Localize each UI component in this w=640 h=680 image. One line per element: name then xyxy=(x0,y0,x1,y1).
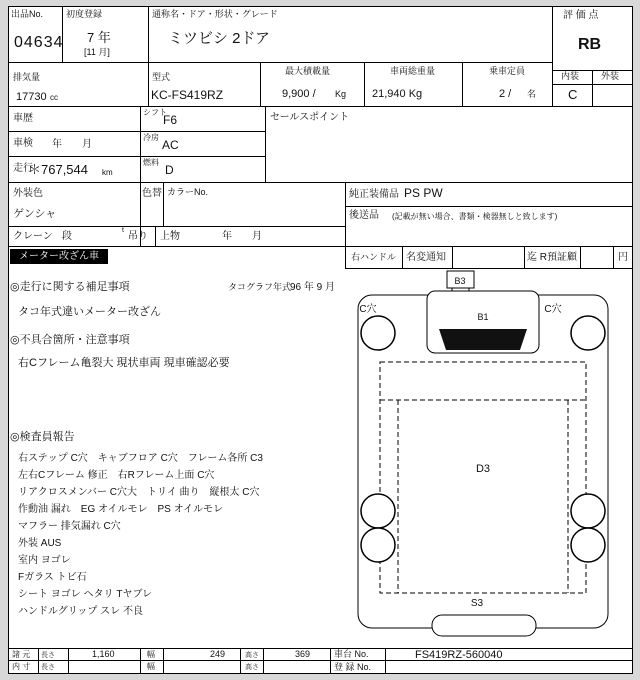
displacement-unit: cc xyxy=(50,93,58,102)
sales-point-label: セールスポイント xyxy=(270,112,350,123)
later-items-note: (記載が無い場合、書類・検器無しと致します) xyxy=(392,212,558,221)
crane-step-label: 段 xyxy=(62,231,72,242)
exterior-color-value: ゲンシャ xyxy=(13,208,57,220)
rear-wheel-right-1 xyxy=(571,494,605,528)
divider xyxy=(462,62,463,106)
inspection-value: 年 月 xyxy=(52,139,92,150)
displacement-label: 排気量 xyxy=(13,72,41,82)
fuel-value: D xyxy=(165,163,174,177)
tachograph-label: タコグラフ年式 xyxy=(228,282,292,292)
crane-label: クレーン xyxy=(13,231,53,242)
rating-value: RB xyxy=(578,36,602,53)
divider xyxy=(263,648,264,673)
defect-line: 右Cフレーム亀裂大 現状車両 現車確認必要 xyxy=(18,357,230,369)
later-items-label: 後送品 xyxy=(349,210,379,221)
rear-bumper-outline xyxy=(432,615,536,636)
crane-ton-label: t xyxy=(122,227,124,234)
rear-wheel-left-1 xyxy=(361,494,395,528)
rating-label: 評 価 点 xyxy=(563,10,599,21)
inspector-report-line: 外装 AUS xyxy=(18,538,62,549)
inspector-report-line: ハンドルグリップ スレ 不良 xyxy=(18,606,143,617)
max-load-label: 最大積載量 xyxy=(285,66,331,76)
width-label: 幅 xyxy=(147,650,155,659)
divider xyxy=(155,226,156,246)
spec-length-value: 1,160 xyxy=(92,649,115,659)
rear-scratch-label: S3 xyxy=(470,598,484,609)
inspector-report-line: 左右Cフレーム 修正 右Rフレーム上面 C穴 xyxy=(18,470,215,481)
color-change-label: 色替 xyxy=(142,188,162,199)
divider xyxy=(8,131,265,132)
exterior-label: 外装 xyxy=(601,71,620,81)
model-code-value: KC-FS419RZ xyxy=(151,88,224,102)
divider xyxy=(552,84,632,85)
body-type-label: 上物 xyxy=(160,231,180,242)
fuel-label: 燃料 xyxy=(143,158,159,167)
divider xyxy=(364,62,365,106)
inspector-report-line: リアクロスメンバー C穴大 トリイ 曲り 縦根太 C穴 xyxy=(18,487,260,498)
model-name-label: 通称名・ドア・形状・グレード xyxy=(152,9,278,19)
exhibit-no-value: 04634 xyxy=(14,34,64,51)
crane-hang-label: 吊り xyxy=(128,231,148,242)
divider xyxy=(8,660,632,661)
first-registration-month: [11 月] xyxy=(84,47,110,57)
shift-value: F6 xyxy=(163,113,178,127)
divider xyxy=(345,206,632,207)
inspector-report-title: ◎検査員報告 xyxy=(10,431,75,443)
mileage-note-title: ◎走行に関する補足事項 xyxy=(10,281,130,293)
divider xyxy=(38,648,39,673)
name-change-label: 名変通知 xyxy=(406,252,446,263)
corrosion-hole-label-right: C穴 xyxy=(544,304,562,315)
divider xyxy=(68,648,69,673)
inspector-report-line: シート ヨゴレ ヘタリ Tヤブレ xyxy=(18,589,153,600)
rear-wheel-left-2 xyxy=(361,528,395,562)
divider xyxy=(163,648,164,673)
interior-label: 内装 xyxy=(561,71,580,81)
inspector-report-line: 右ステップ C穴 キャブフロア C穴 フレーム各所 C3 xyxy=(18,453,263,464)
width-label: 幅 xyxy=(147,662,155,671)
rear-wheel-right-2 xyxy=(571,528,605,562)
height-label: 高さ xyxy=(245,652,259,659)
model-name-value: ミツビシ 2ドア xyxy=(168,30,271,47)
body-type-value: 年 月 xyxy=(222,231,262,242)
truck-damage-diagram xyxy=(340,262,632,648)
capacity-label: 乗車定員 xyxy=(489,66,526,76)
divider xyxy=(8,156,265,157)
history-label: 車歴 xyxy=(13,113,33,124)
front-wheel-right xyxy=(571,316,605,350)
chassis-no-value: FS419RZ-560040 xyxy=(415,649,503,661)
divider xyxy=(592,70,593,106)
length-label: 長さ xyxy=(41,652,55,659)
cab-marker-label: B1 xyxy=(477,312,489,322)
mileage-label: 走行 xyxy=(13,163,33,174)
max-load-unit: Kg xyxy=(335,89,347,99)
exhibit-no-label: 出品No. xyxy=(11,9,44,19)
ac-value: AC xyxy=(162,138,179,152)
yen-label: 円 xyxy=(618,252,628,263)
inspector-report-line: マフラー 排気漏れ C穴 xyxy=(18,521,121,532)
corrosion-hole-label-left: C穴 xyxy=(359,304,377,315)
spec-row-label: 諸 元 xyxy=(12,650,31,659)
height-label: 高さ xyxy=(245,664,259,671)
gross-weight-label: 車両総重量 xyxy=(390,66,436,76)
first-registration-label: 初度登録 xyxy=(66,9,103,19)
divider xyxy=(148,6,149,106)
ac-label: 冷房 xyxy=(143,133,159,142)
exterior-color-label: 外装色 xyxy=(13,188,43,199)
capacity-unit: 名 xyxy=(527,89,537,99)
shift-label: シフト xyxy=(143,108,167,117)
divider xyxy=(163,182,164,226)
tachograph-value: 96 年 9 月 xyxy=(290,282,336,293)
divider xyxy=(140,106,141,246)
mileage-note-line: タコ年式違いメーター改ざん xyxy=(18,306,161,318)
bed-dent-label: D3 xyxy=(475,463,491,475)
mileage-unit: km xyxy=(102,168,113,177)
divider xyxy=(552,6,553,106)
divider xyxy=(260,62,261,106)
deposit-label: 迄 R預証顧 xyxy=(527,252,577,263)
equipment-value: PS PW xyxy=(404,186,443,200)
divider xyxy=(8,246,632,247)
divider xyxy=(385,648,386,673)
equipment-label: 純正装備品 xyxy=(349,189,399,200)
inner-row-label: 内 寸 xyxy=(12,662,31,671)
displacement-value: 17730 xyxy=(16,91,47,103)
color-no-label: カラーNo. xyxy=(167,187,209,197)
interior-grade-value: C xyxy=(568,87,578,102)
chassis-no-label: 車台 No. xyxy=(334,649,369,659)
roof-marker-label: B3 xyxy=(454,276,466,286)
spec-width-value: 249 xyxy=(210,649,226,659)
inspector-report-line: 室内 ヨゴレ xyxy=(18,555,71,566)
gross-weight-value: 21,940 Kg xyxy=(372,88,423,100)
mileage-value: ＊767,544 xyxy=(28,162,88,177)
divider xyxy=(265,106,266,182)
divider xyxy=(240,648,241,673)
divider xyxy=(8,62,552,63)
first-registration-year: 7 年 xyxy=(87,30,111,45)
windshield-shape xyxy=(439,329,527,350)
meter-tamper-badge: メーター改ざん車 xyxy=(10,249,108,264)
registration-no-label: 登 録 No. xyxy=(334,662,372,672)
divider xyxy=(8,226,345,227)
capacity-value: 2 / xyxy=(499,88,512,100)
model-code-label: 型式 xyxy=(152,72,171,82)
front-wheel-left xyxy=(361,316,395,350)
max-load-value: 9,900 / xyxy=(282,88,316,100)
spec-height-value: 369 xyxy=(295,649,311,659)
defect-title: ◎不具合箇所・注意事項 xyxy=(10,334,130,346)
inspection-label: 車検 xyxy=(13,138,33,149)
length-label: 長さ xyxy=(41,664,55,671)
inspector-report-line: 作動油 漏れ EG オイルモレ PS オイルモレ xyxy=(18,504,224,515)
right-handle-label: 右ハンドル xyxy=(350,252,396,262)
divider xyxy=(330,648,331,673)
divider xyxy=(140,648,141,673)
divider xyxy=(8,182,632,183)
chassis-frame-dashed xyxy=(380,362,586,593)
divider xyxy=(8,106,632,107)
inspector-report-line: Fガラス トビ石 xyxy=(18,572,87,583)
